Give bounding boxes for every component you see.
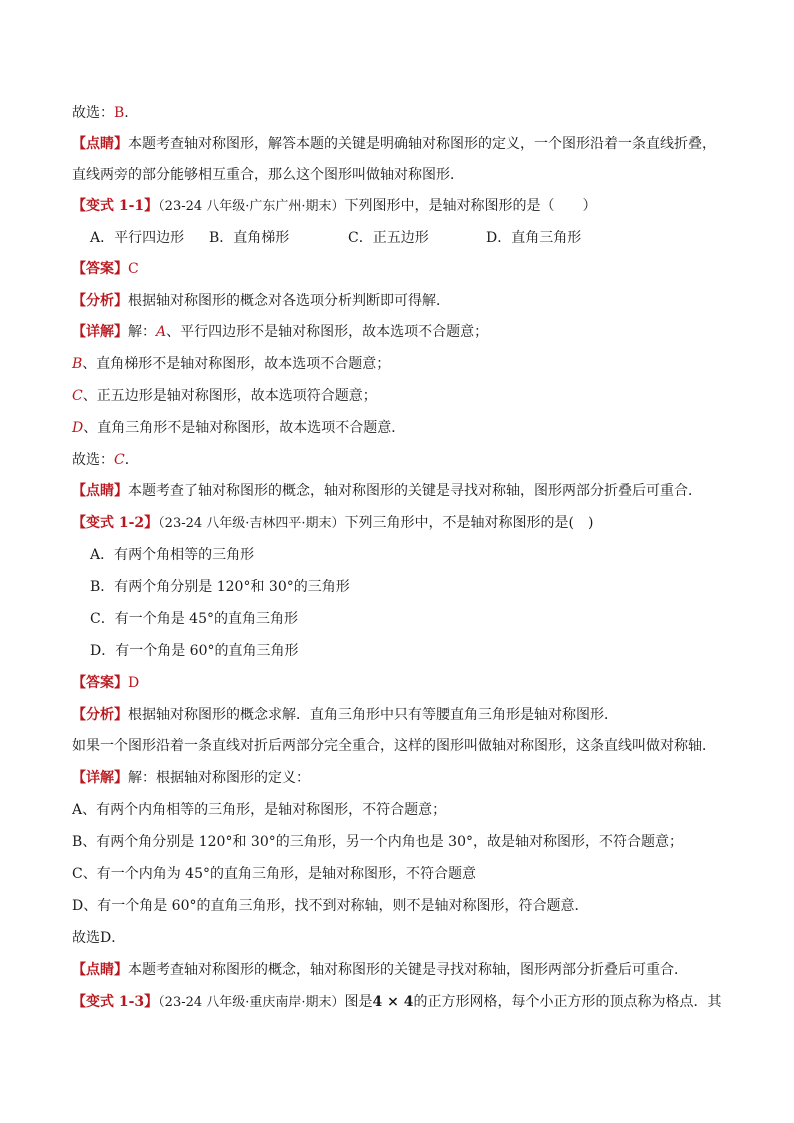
conclusion-line-2 bbox=[72, 450, 722, 470]
analysis-text: 如果一个图形沿着一条直线对折后两部分完全重合，这样的图形叫做轴对称图形，这条直线叫做对称轴． bbox=[72, 738, 716, 754]
grid-size-math: 4 × 4 bbox=[372, 994, 414, 1010]
dianjing-text: 本题考查轴对称图形的概念，轴对称图形的关键是寻找对称轴，图形两部分折叠后可重合． bbox=[128, 962, 688, 978]
detail-1-line-a bbox=[72, 322, 722, 342]
variant-1-1-question bbox=[72, 196, 722, 217]
detail-2-line-b: B、有两个角分别是 120°和 30°的三角形，另一个内角也是 30°，故是轴对称图形，不符合题意； bbox=[72, 834, 683, 850]
conclusion-answer: C bbox=[114, 452, 125, 468]
answer-tag: 【答案】 bbox=[72, 675, 128, 691]
detail-tag: 【详解】 bbox=[72, 770, 128, 786]
detail-text: 、正五边形是轴对称图形，故本选项符合题意； bbox=[82, 388, 377, 404]
variant-tag: 【变式 1-1】 bbox=[72, 198, 159, 214]
detail-lead: 解：根据轴对称图形的定义： bbox=[128, 770, 310, 786]
dianjing-text: 本题考查轴对称图形，解答本题的关键是明确轴对称图形的定义，一个图形沿着一条直线折叠， bbox=[128, 136, 716, 152]
detail-2-line-a: A、有两个内角相等的三角形，是轴对称图形，不符合题意； bbox=[72, 802, 447, 818]
analysis-tag: 【分析】 bbox=[72, 293, 128, 309]
detail-letter: C bbox=[72, 388, 83, 404]
dianjing-text: 直线两旁的部分能够相互重合，那么这个图形叫做轴对称图形． bbox=[72, 167, 464, 183]
variant-source: （23-24 八年级·吉林四平·期末） bbox=[158, 516, 345, 531]
variant-tag: 【变式 1-2】 bbox=[72, 515, 159, 531]
option-a: A．平行四边形 bbox=[90, 230, 185, 246]
analysis-text: 根据轴对称图形的概念对各选项分析判断即可得解． bbox=[128, 293, 450, 309]
dianjing-tag: 【点睛】 bbox=[72, 136, 128, 152]
dianjing-1-line-b bbox=[72, 165, 722, 185]
variant-question: 下列三角形中，不是轴对称图形的是( ) bbox=[344, 515, 594, 531]
option-c: C．有一个角是 45°的直角三角形 bbox=[90, 611, 298, 627]
variant-question: 的正方形网格，每个小正方形的顶点称为格点．其 bbox=[413, 994, 722, 1010]
variant-1-3-question bbox=[72, 992, 722, 1013]
conclusion-prefix: 故选： bbox=[72, 105, 114, 121]
conclusion-end: . bbox=[124, 105, 129, 121]
option-d: D．直角三角形 bbox=[486, 230, 582, 246]
detail-1-line-d bbox=[72, 418, 722, 438]
dianjing-tag: 【点睛】 bbox=[72, 962, 128, 978]
option-d: D．有一个角是 60°的直角三角形 bbox=[90, 643, 299, 659]
variant-question: 下列图形中，是轴对称图形的是（ ） bbox=[344, 198, 597, 214]
dianjing-text: 本题考查了轴对称图形的概念，轴对称图形的关键是寻找对称轴，图形两部分折叠后可重合． bbox=[128, 483, 702, 499]
variant-source: （23-24 八年级·重庆南岸·期末） bbox=[158, 995, 345, 1010]
option-a: A．有两个角相等的三角形 bbox=[90, 547, 255, 563]
detail-text: 、直角梯形不是轴对称图形，故本选项不合题意； bbox=[82, 356, 391, 372]
analysis-2-line-a bbox=[72, 705, 722, 725]
conclusion-line-3: 故选D． bbox=[72, 930, 126, 946]
analysis-1-line bbox=[72, 291, 722, 311]
analysis-2-line-b bbox=[72, 736, 722, 756]
option-c: C．正五边形 bbox=[348, 230, 429, 246]
conclusion-answer: B bbox=[114, 105, 125, 121]
dianjing-1-line-a bbox=[72, 134, 722, 154]
detail-letter: B bbox=[72, 356, 83, 372]
conclusion-prefix: 故选： bbox=[72, 452, 114, 468]
detail-2-line-d: D、有一个角是 60°的直角三角形，找不到对称轴，则不是轴对称图形，符合题意． bbox=[72, 898, 589, 914]
detail-lead: 解： bbox=[128, 324, 156, 340]
variant-tag: 【变式 1-3】 bbox=[72, 994, 159, 1010]
option-b: B．有两个角分别是 120°和 30°的三角形 bbox=[90, 579, 350, 595]
dianjing-2-line bbox=[72, 481, 722, 501]
option-b: B．直角梯形 bbox=[209, 230, 290, 246]
detail-tag: 【详解】 bbox=[72, 324, 128, 340]
detail-1-line-b bbox=[72, 354, 722, 374]
detail-text: 、直角三角形不是轴对称图形，故本选项不合题意． bbox=[83, 420, 406, 436]
variant-source: （23-24 八年级·广东广州·期末） bbox=[158, 199, 345, 214]
answer-value: C bbox=[128, 261, 139, 277]
conclusion-end: ． bbox=[124, 452, 139, 468]
detail-letter: D bbox=[72, 420, 84, 436]
answer-1-line bbox=[72, 259, 722, 279]
dianjing-3-line bbox=[72, 960, 722, 980]
detail-letter: A bbox=[156, 324, 167, 340]
variant-question: 图是 bbox=[344, 994, 373, 1010]
detail-2-line-c: C、有一个内角为 45°的直角三角形，是轴对称图形，不符合题意 bbox=[72, 866, 476, 882]
answer-2-line bbox=[72, 673, 722, 693]
answer-tag: 【答案】 bbox=[72, 261, 128, 277]
variant-1-2-question bbox=[72, 513, 722, 534]
answer-value: D bbox=[128, 675, 140, 691]
dianjing-tag: 【点睛】 bbox=[72, 483, 128, 499]
detail-1-line-c bbox=[72, 386, 722, 406]
conclusion-line-1 bbox=[72, 103, 722, 123]
analysis-tag: 【分析】 bbox=[72, 707, 128, 723]
analysis-text: 根据轴对称图形的概念求解．直角三角形中只有等腰直角三角形是轴对称图形． bbox=[128, 707, 618, 723]
detail-text: 、平行四边形不是轴对称图形，故本选项不合题意； bbox=[166, 324, 489, 340]
detail-2-line-lead bbox=[72, 768, 722, 788]
